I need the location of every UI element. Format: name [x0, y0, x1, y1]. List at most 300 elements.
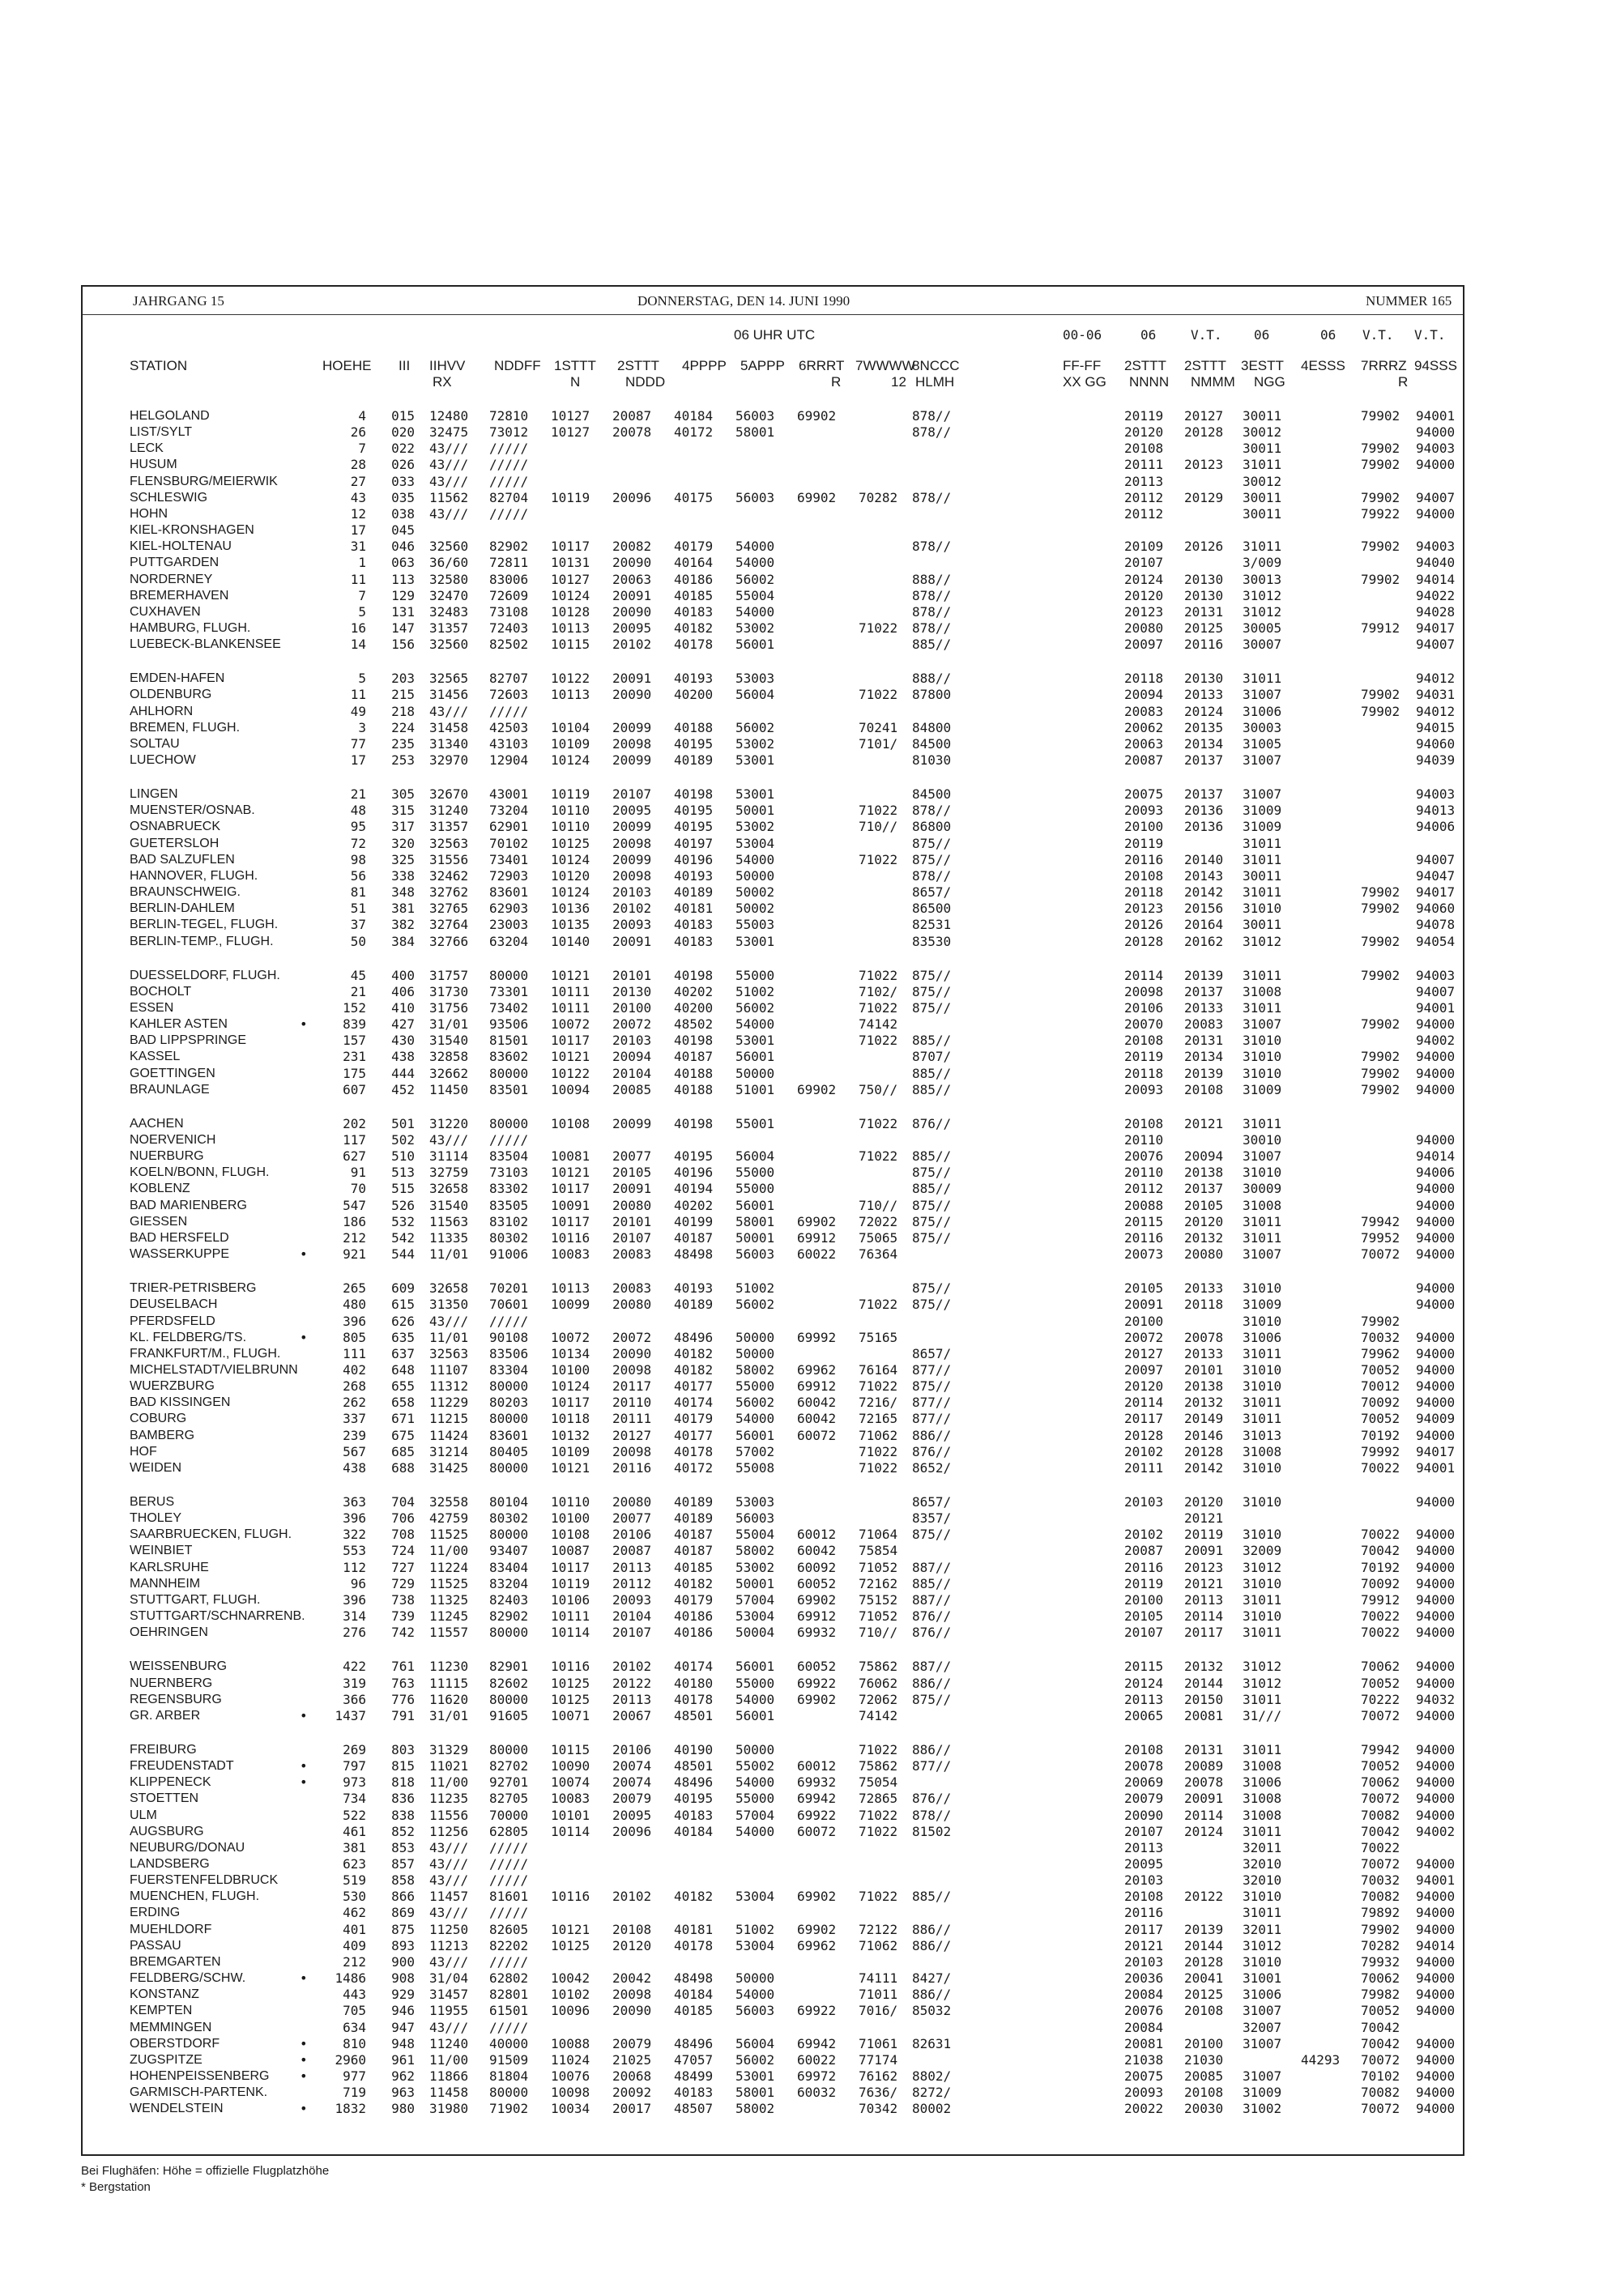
iii-cell: 655 — [391, 1378, 415, 1395]
r3estt-cell: 32009 — [1243, 1543, 1282, 1559]
iii-cell: 317 — [391, 819, 415, 835]
station-name: WEIDEN — [130, 1460, 181, 1475]
r2sttt-cell: 20128 — [1124, 933, 1164, 949]
r2sttt-cell: 20112 — [1124, 489, 1164, 505]
r3estt-cell: 31011 — [1243, 1345, 1282, 1361]
mountain-marker: • — [300, 1246, 308, 1263]
r3estt-cell: 31008 — [1243, 1807, 1282, 1823]
station-name: BRAUNSCHWEIG. — [130, 885, 241, 900]
r2sttt-cell: 20084 — [1124, 1987, 1164, 2003]
r3estt-cell: 30003 — [1243, 719, 1282, 735]
iii-cell: 384 — [391, 933, 415, 949]
c6rrrt-cell: 69902 — [797, 489, 837, 505]
r3estt-cell: 31011 — [1243, 999, 1282, 1016]
c5appp-cell: 56002 — [735, 1297, 775, 1313]
c7wwww-cell: 71064 — [859, 1527, 898, 1543]
r94sss-cell: 94000 — [1416, 1675, 1456, 1691]
hoehe-cell: 56 — [350, 867, 366, 884]
c5appp-cell: 51002 — [735, 1280, 775, 1297]
r2sttt-b-cell: 20123 — [1184, 457, 1224, 473]
r7rrrz-cell: 79932 — [1361, 1953, 1400, 1970]
r3estt-cell: 31009 — [1243, 803, 1282, 819]
hoehe-cell: 438 — [343, 1459, 366, 1476]
r3estt-cell: 31013 — [1243, 1427, 1282, 1443]
r7rrrz-cell: 70072 — [1361, 1246, 1400, 1263]
ffff-sub: XX GG — [1063, 374, 1106, 390]
station-name: KAHLER ASTEN — [130, 1017, 228, 1032]
iihvv-cell: 43/// — [429, 1132, 469, 1148]
c2sttt-cell: 20098 — [612, 1987, 652, 2003]
station-name: BAMBERG — [130, 1428, 195, 1442]
station-row — [83, 620, 1466, 637]
c4pppp-cell: 40184 — [674, 1987, 714, 2003]
r2sttt-cell: 20075 — [1124, 2068, 1164, 2084]
hoehe-cell: 973 — [343, 1774, 366, 1791]
c8nccc-cell: 878// — [912, 603, 952, 620]
hoehe-cell: 522 — [343, 1807, 366, 1823]
c8nccc-cell: 86500 — [912, 901, 952, 917]
nddff-cell: 12904 — [489, 752, 529, 768]
r3estt-cell: 30007 — [1243, 637, 1282, 653]
iii-cell: 400 — [391, 967, 415, 983]
iihvv-cell: 31456 — [429, 687, 469, 703]
c1sttt-cell: 10074 — [551, 1774, 590, 1791]
iii-cell: 637 — [391, 1345, 415, 1361]
iii-cell: 038 — [391, 505, 415, 522]
r7rrrz-cell: 79902 — [1361, 1081, 1400, 1097]
iii-cell: 858 — [391, 1872, 415, 1889]
c2sttt-cell: 20094 — [612, 1049, 652, 1065]
r7rrrz-cell: 79902 — [1361, 1065, 1400, 1081]
nddff-cell: 90108 — [489, 1329, 529, 1345]
hoehe-cell: 72 — [350, 835, 366, 851]
station-name: OEHRINGEN — [130, 1625, 208, 1640]
r7rrrz-cell: 79962 — [1361, 1345, 1400, 1361]
r2sttt-b-cell: 20144 — [1184, 1937, 1224, 1953]
r3estt-header: 3ESTT — [1241, 358, 1284, 373]
c6rrrt-cell: 69972 — [797, 2068, 837, 2084]
station-row — [83, 1049, 1466, 1065]
mountain-marker: • — [300, 1774, 308, 1791]
station-name: KL. FELDBERG/TS. — [130, 1330, 247, 1344]
iii-cell: 947 — [391, 2019, 415, 2035]
hoehe-cell: 98 — [350, 851, 366, 867]
r7rrrz-cell: 70052 — [1361, 1758, 1400, 1774]
iihvv-cell: 31357 — [429, 620, 469, 636]
r2sttt-cell: 20105 — [1124, 1280, 1164, 1297]
c5appp-cell: 50002 — [735, 884, 775, 901]
station-row — [83, 1938, 1466, 1954]
c4pppp-cell: 40175 — [674, 489, 714, 505]
c4pppp-cell: 40193 — [674, 671, 714, 687]
r2sttt-b-cell: 20137 — [1184, 786, 1224, 803]
r7rrrz-cell: 79902 — [1361, 1016, 1400, 1033]
c1sttt-cell: 10119 — [551, 786, 590, 803]
iihvv-cell: 11955 — [429, 2003, 469, 2019]
station-name: COBURG — [130, 1412, 187, 1426]
station-row — [83, 1330, 1466, 1346]
c4pppp-cell: 40187 — [674, 1543, 714, 1559]
r7rrrz-cell: 79902 — [1361, 967, 1400, 983]
c8nccc-header: 8NCCC — [912, 358, 960, 373]
hoehe-cell: 239 — [343, 1427, 366, 1443]
r2sttt-cell: 20116 — [1124, 1229, 1164, 1246]
r2sttt-cell: 20083 — [1124, 703, 1164, 719]
station-name: FREUDENSTADT — [130, 1759, 234, 1774]
r7rrrz-sub: R — [1398, 374, 1409, 390]
station-name: ESSEN — [130, 1000, 174, 1015]
hoehe-cell: 96 — [350, 1575, 366, 1591]
c7wwww-cell: 71022 — [859, 687, 898, 703]
c6rrrt-cell: 69962 — [797, 1937, 837, 1953]
c1sttt-cell: 10132 — [551, 1427, 590, 1443]
nddff-cell: 72810 — [489, 408, 529, 424]
c2sttt-cell: 20105 — [612, 1165, 652, 1181]
r2sttt-cell: 20109 — [1124, 539, 1164, 555]
r94sss-cell: 94000 — [1416, 1378, 1456, 1395]
station-row — [83, 1297, 1466, 1313]
r7rrrz-cell: 70062 — [1361, 1970, 1400, 1987]
r3estt-cell: 30011 — [1243, 917, 1282, 933]
r94sss-cell: 94054 — [1416, 933, 1456, 949]
c8nccc-cell: 885// — [912, 1033, 952, 1049]
r7rrrz-cell: 70032 — [1361, 1872, 1400, 1889]
hoehe-cell: 21 — [350, 786, 366, 803]
r2sttt-b-cell: 20125 — [1184, 620, 1224, 636]
nddff-cell: 43103 — [489, 735, 529, 752]
nddff-cell: 91006 — [489, 1246, 529, 1263]
c2sttt-cell: 20090 — [612, 555, 652, 571]
c7wwww-cell: 7216/ — [859, 1395, 898, 1411]
r2sttt-b-cell: 20127 — [1184, 408, 1224, 424]
station-name: GR. ARBER — [130, 1708, 201, 1723]
footnote-mountain: * Bergstation — [81, 2180, 151, 2194]
r2sttt-b-cell: 20128 — [1184, 1443, 1224, 1459]
station-row — [83, 1033, 1466, 1049]
c4pppp-cell: 40202 — [674, 1197, 714, 1213]
iihvv-cell: 11450 — [429, 1081, 469, 1097]
c7wwww-cell: 75862 — [859, 1659, 898, 1675]
c5appp-cell: 56001 — [735, 1427, 775, 1443]
hoehe-cell: 805 — [343, 1329, 366, 1345]
nddff-cell: 63204 — [489, 933, 529, 949]
r2sttt-b-cell: 20078 — [1184, 1774, 1224, 1791]
r94sss-cell: 94000 — [1416, 2068, 1456, 2084]
header-rule — [83, 314, 1463, 315]
r2sttt-cell: 20103 — [1124, 1494, 1164, 1510]
r3estt-cell: 31012 — [1243, 1659, 1282, 1675]
r2sttt-cell: 21038 — [1124, 2051, 1164, 2068]
iihvv-cell: 32858 — [429, 1049, 469, 1065]
c8nccc-cell: 878// — [912, 539, 952, 555]
hoehe-cell: 322 — [343, 1527, 366, 1543]
station-row — [83, 555, 1466, 571]
nddff-cell: 83504 — [489, 1148, 529, 1165]
group-right-6: V.T. — [1362, 327, 1394, 343]
c4pppp-cell: 40188 — [674, 1065, 714, 1081]
r94sss-cell: 94002 — [1416, 1033, 1456, 1049]
c2sttt-cell: 20107 — [612, 1625, 652, 1641]
station-row — [83, 1510, 1466, 1527]
iihvv-cell: 32970 — [429, 752, 469, 768]
r3estt-cell: 31/// — [1243, 1707, 1282, 1723]
r2sttt-cell: 20093 — [1124, 803, 1164, 819]
nddff-cell: 80203 — [489, 1395, 529, 1411]
c7wwww-cell: 7101/ — [859, 735, 898, 752]
r94sss-cell: 94000 — [1416, 1774, 1456, 1791]
iii-cell: 853 — [391, 1839, 415, 1855]
c7wwww-cell: 71022 — [859, 1378, 898, 1395]
hoehe-cell: 26 — [350, 424, 366, 441]
r3estt-cell: 31011 — [1243, 457, 1282, 473]
nddff-cell: 82202 — [489, 1937, 529, 1953]
r2sttt-cell: 20118 — [1124, 1065, 1164, 1081]
nddff-cell: ///// — [489, 457, 529, 473]
iihvv-cell: 32563 — [429, 1345, 469, 1361]
iihvv-cell: 43/// — [429, 457, 469, 473]
hoehe-cell: 409 — [343, 1937, 366, 1953]
station-row — [83, 1576, 1466, 1592]
iihvv-cell: 31357 — [429, 819, 469, 835]
c8nccc-cell: 80002 — [912, 2101, 952, 2117]
c4pppp-cell: 48499 — [674, 2068, 714, 2084]
iihvv-cell: 11229 — [429, 1395, 469, 1411]
r3estt-cell: 31011 — [1243, 851, 1282, 867]
c8nccc-cell: 878// — [912, 1807, 952, 1823]
hoehe-cell: 175 — [343, 1065, 366, 1081]
station-name: WASSERKUPPE — [130, 1247, 229, 1262]
c1sttt-cell: 10083 — [551, 1791, 590, 1807]
r3estt-cell: 31011 — [1243, 1905, 1282, 1921]
station-name: KOBLENZ — [130, 1182, 190, 1196]
r94sss-cell: 94000 — [1416, 1905, 1456, 1921]
station-row — [83, 1395, 1466, 1411]
hoehe-cell: 11 — [350, 571, 366, 587]
c6rrrt-cell: 69942 — [797, 1791, 837, 1807]
station-row — [83, 1198, 1466, 1214]
nddff-cell: 91605 — [489, 1707, 529, 1723]
c6rrrt-cell: 69912 — [797, 1608, 837, 1625]
c1sttt-cell: 10121 — [551, 967, 590, 983]
r3estt-cell: 31010 — [1243, 1459, 1282, 1476]
station-name: KASSEL — [130, 1050, 181, 1064]
hoehe-cell: 337 — [343, 1411, 366, 1427]
c1sttt-cell: 10098 — [551, 2085, 590, 2101]
station-name: WUERZBURG — [130, 1379, 215, 1394]
c4pppp-cell: 40195 — [674, 735, 714, 752]
iihvv-cell: 11235 — [429, 1791, 469, 1807]
station-name: ERDING — [130, 1906, 181, 1920]
station-row — [83, 637, 1466, 653]
c4pppp-cell: 40198 — [674, 1033, 714, 1049]
station-row — [83, 852, 1466, 868]
r3estt-cell: 30013 — [1243, 571, 1282, 587]
r2sttt-b-cell: 20138 — [1184, 1378, 1224, 1395]
r7rrrz-cell: 70042 — [1361, 2019, 1400, 2035]
iii-cell: 803 — [391, 1741, 415, 1757]
c4pppp-cell: 40184 — [674, 1823, 714, 1839]
iihvv-cell: 32658 — [429, 1280, 469, 1297]
c4pppp-cell: 48496 — [674, 1774, 714, 1791]
nddff-cell: ///// — [489, 1905, 529, 1921]
iihvv-cell: 31756 — [429, 999, 469, 1016]
c4pppp-cell: 40195 — [674, 819, 714, 835]
r2sttt-b-cell: 20130 — [1184, 571, 1224, 587]
iii-cell: 708 — [391, 1527, 415, 1543]
c5appp-cell: 50001 — [735, 1575, 775, 1591]
r94sss-cell: 94003 — [1416, 539, 1456, 555]
station-row — [83, 934, 1466, 950]
c1sttt-cell: 10076 — [551, 2068, 590, 2084]
c4pppp-cell: 40181 — [674, 901, 714, 917]
c2sttt-cell: 20080 — [612, 1494, 652, 1510]
hoehe-cell: 112 — [343, 1559, 366, 1575]
iii-cell: 893 — [391, 1937, 415, 1953]
r2sttt-b-cell: 20114 — [1184, 1608, 1224, 1625]
c5appp-cell: 56002 — [735, 999, 775, 1016]
c2sttt-cell: 20077 — [612, 1148, 652, 1165]
station-name: HOHENPEISSENBERG — [130, 2068, 270, 2083]
r7rrrz-cell: 79912 — [1361, 1591, 1400, 1608]
c5appp-cell: 56003 — [735, 489, 775, 505]
r3estt-cell: 32010 — [1243, 1856, 1282, 1872]
station-row — [83, 1905, 1466, 1921]
iihvv-cell: 32558 — [429, 1494, 469, 1510]
r3estt-cell: 31009 — [1243, 1297, 1282, 1313]
iihvv-cell: 43/// — [429, 1872, 469, 1889]
iihvv-cell: 11525 — [429, 1575, 469, 1591]
iii-cell: 348 — [391, 884, 415, 901]
r2sttt-b-cell: 20136 — [1184, 803, 1224, 819]
c1sttt-cell: 10096 — [551, 2003, 590, 2019]
c2sttt-cell: 20087 — [612, 408, 652, 424]
r7rrrz-cell: 79892 — [1361, 1905, 1400, 1921]
station-row — [83, 2101, 1466, 2117]
r2sttt-b-cell: 20144 — [1184, 1675, 1224, 1691]
c2sttt-cell: 20074 — [612, 1758, 652, 1774]
r2sttt-cell: 20112 — [1124, 505, 1164, 522]
r94sss-cell: 94000 — [1416, 1427, 1456, 1443]
c1sttt-cell: 11024 — [551, 2051, 590, 2068]
r94sss-cell: 94047 — [1416, 867, 1456, 884]
r2sttt-cell: 20100 — [1124, 819, 1164, 835]
iii-cell: 320 — [391, 835, 415, 851]
r2sttt-cell: 20094 — [1124, 687, 1164, 703]
c7wwww-cell: 71022 — [859, 1033, 898, 1049]
c2sttt-cell: 20079 — [612, 2035, 652, 2051]
c5appp-cell: 56001 — [735, 1049, 775, 1065]
c2sttt-cell: 21025 — [612, 2051, 652, 2068]
c5appp-cell: 56003 — [735, 2003, 775, 2019]
nddff-cell: ///// — [489, 1856, 529, 1872]
r2sttt-cell: 20126 — [1124, 917, 1164, 933]
c6rrrt-cell: 69922 — [797, 2003, 837, 2019]
station-row — [83, 1314, 1466, 1330]
nddff-cell: 73204 — [489, 803, 529, 819]
c2sttt-cell: 20102 — [612, 901, 652, 917]
r94sss-cell: 94017 — [1416, 620, 1456, 636]
r2sttt-b-cell: 20100 — [1184, 2035, 1224, 2051]
station-row — [83, 1494, 1466, 1510]
iihvv-cell: 11230 — [429, 1659, 469, 1675]
c8nccc-cell: 877// — [912, 1361, 952, 1378]
station-name: FLENSBURG/MEIERWIK — [130, 474, 278, 488]
station-name: MICHELSTADT/VIELBRUNN — [130, 1362, 298, 1377]
station-name: FRANKFURT/M., FLUGH. — [130, 1346, 281, 1361]
station-row — [83, 539, 1466, 555]
iii-cell: 671 — [391, 1411, 415, 1427]
c4pppp-cell: 40174 — [674, 1395, 714, 1411]
c4pppp-cell: 40187 — [674, 1049, 714, 1065]
c5appp-cell: 53004 — [735, 1889, 775, 1905]
station-name: AUGSBURG — [130, 1824, 204, 1838]
station-row — [83, 1758, 1466, 1774]
r2sttt-cell: 20110 — [1124, 1165, 1164, 1181]
iii-cell: 438 — [391, 1049, 415, 1065]
c5appp-cell: 53004 — [735, 1608, 775, 1625]
station-row — [83, 752, 1466, 769]
c2sttt-cell: 20104 — [612, 1608, 652, 1625]
iii-cell: 224 — [391, 719, 415, 735]
r2sttt-b-cell: 20113 — [1184, 1591, 1224, 1608]
c4pppp-cell: 48496 — [674, 1329, 714, 1345]
iihvv-cell: 32580 — [429, 571, 469, 587]
c6rrrt-cell: 60092 — [797, 1559, 837, 1575]
c8nccc-cell: 875// — [912, 983, 952, 999]
c8nccc-cell: 876// — [912, 1115, 952, 1131]
nddff-cell: 40000 — [489, 2035, 529, 2051]
c2sttt-cell: 20093 — [612, 1591, 652, 1608]
mountain-marker: • — [300, 1016, 308, 1033]
hoehe-cell: 396 — [343, 1313, 366, 1329]
station-name: FREIBURG — [130, 1742, 197, 1757]
r2sttt-b-cell: 20078 — [1184, 1329, 1224, 1345]
c6rrrt-cell: 69902 — [797, 1691, 837, 1707]
nddff-cell: ///// — [489, 473, 529, 489]
r94sss-cell: 94000 — [1416, 1065, 1456, 1081]
hoehe-cell: 269 — [343, 1741, 366, 1757]
c4pppp-cell: 48498 — [674, 1246, 714, 1263]
c2sttt-cell: 20098 — [612, 867, 652, 884]
nddff-cell: 70102 — [489, 835, 529, 851]
c8nccc-cell: 8652/ — [912, 1459, 952, 1476]
c8nccc-cell: 875// — [912, 1229, 952, 1246]
iii-cell: 325 — [391, 851, 415, 867]
iii-cell: 869 — [391, 1905, 415, 1921]
nddff-cell: ///// — [489, 1953, 529, 1970]
c7wwww-cell: 75854 — [859, 1543, 898, 1559]
c6rrrt-cell: 69912 — [797, 1229, 837, 1246]
station-name: KONSTANZ — [130, 1987, 199, 2002]
c8nccc-cell: 87800 — [912, 687, 952, 703]
c4pppp-cell: 40198 — [674, 786, 714, 803]
r7rrrz-header: 7RRRZ — [1361, 358, 1407, 373]
station-name: WEISSENBURG — [130, 1659, 228, 1674]
r2sttt-b-cell: 20121 — [1184, 1510, 1224, 1527]
c2sttt-cell: 20106 — [612, 1527, 652, 1543]
group-right-4: 06 — [1254, 327, 1270, 343]
r3estt-cell: 31008 — [1243, 1758, 1282, 1774]
c2sttt-cell: 20102 — [612, 1889, 652, 1905]
iihvv-cell: 31/04 — [429, 1970, 469, 1987]
hoehe-cell: 152 — [343, 999, 366, 1016]
r2sttt-cell: 20120 — [1124, 1378, 1164, 1395]
c2sttt-cell: 20099 — [612, 1115, 652, 1131]
c2sttt-cell: 20083 — [612, 1280, 652, 1297]
hoehe-cell: 396 — [343, 1510, 366, 1527]
c2sttt-cell: 20113 — [612, 1691, 652, 1707]
c4pppp-cell: 40185 — [674, 2003, 714, 2019]
